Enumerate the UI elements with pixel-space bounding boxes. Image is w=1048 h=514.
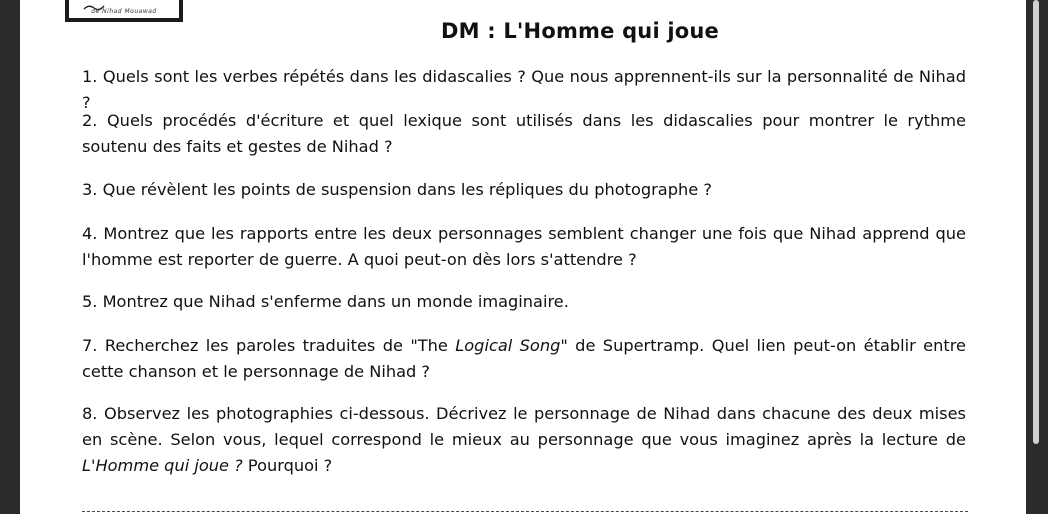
document-page [20, 0, 1026, 514]
question-8-after: Pourquoi ? [242, 456, 333, 475]
question-1: 1. Quels sont les verbes répétés dans les didascalies ? Que nous apprennent-ils sur la personnalité de Nihad ? [82, 67, 966, 112]
play-title: L'Homme qui joue ? [82, 456, 243, 475]
song-title: Logical Song [455, 336, 561, 355]
answer-divider [82, 511, 968, 512]
question-7-before: 7. Recherchez les paroles traduites de "The [82, 336, 456, 355]
question-2: 2. Quels procédés d'écriture et quel lexique sont utilisés dans les didascalies pour montrer le rythme soutenu des faits et gestes de Nihad ? [82, 111, 966, 156]
question-3: 3. Que révèlent les points de suspension dans les répliques du photographe ? [82, 180, 712, 199]
question-7 [82, 333, 966, 385]
logo-caption: de Nihad Mouawad [91, 8, 157, 15]
vertical-scrollbar[interactable] [1033, 0, 1039, 444]
question-4: 4. Montrez que les rapports entre les deux personnages semblent changer une fois que Nihad apprend que l'homme est reporter de guerre. A quoi peut-on dès lors s'attendre ? [82, 224, 966, 269]
question-7-after: " de Supertramp. Quel lien peut-on établir entre cette chanson et le personnage de Nihad ? [82, 336, 966, 381]
document-title: DM : L'Homme qui joue [441, 19, 719, 43]
question-8-before: 8. Observez les photographies ci-dessous. Décrivez le personnage de Nihad dans chacune des deux mises en scène. Selon vous, lequel correspond le mieux au personnage que vous imaginez après la lecture de [82, 404, 966, 449]
question-8 [82, 401, 966, 479]
logo-panel [69, 0, 179, 18]
question-5: 5. Montrez que Nihad s'enferme dans un monde imaginaire. [82, 292, 569, 311]
